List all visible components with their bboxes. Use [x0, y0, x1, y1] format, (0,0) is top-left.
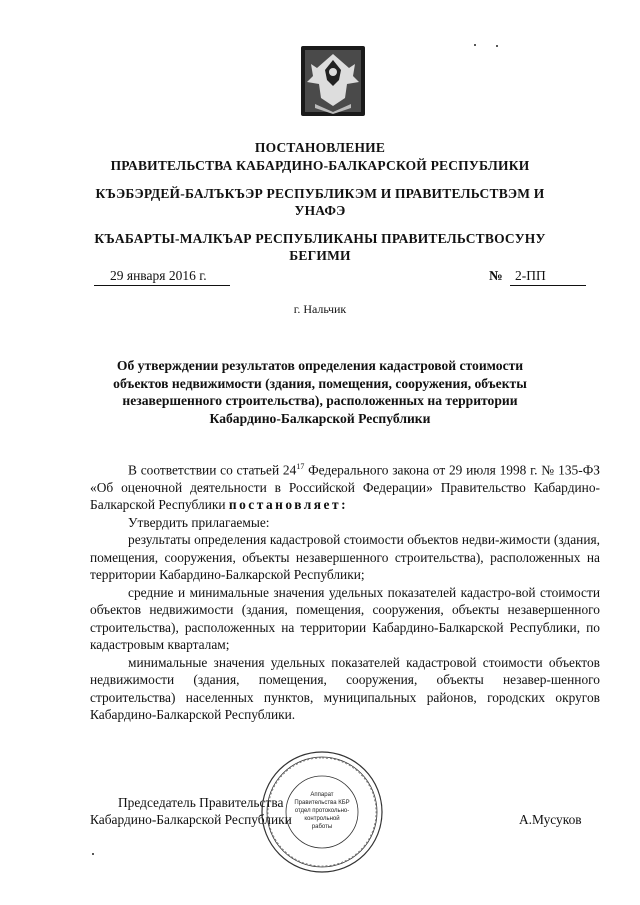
item-1: результаты определения кадастровой стоимости объектов недви-жимости (здания, помещения, сооружения, объекты незавершенного строительства), расположенных на территории Кабардино-Балкарской Республики; [90, 532, 600, 583]
scan-mark [92, 853, 94, 855]
title-line: объектов недвижимости (здания, помещения, сооружения, объекты [113, 375, 527, 391]
government-heading-ru: ПРАВИТЕЛЬСТВА КАБАРДИНО-БАЛКАРСКОЙ РЕСПУБЛИКИ [110, 158, 530, 173]
intro-paragraph [90, 458, 600, 514]
signatory-name: А.Мусуков [519, 812, 582, 827]
government-heading-kabardian: КЪЭБЭРДЕЙ-БАЛЪКЪЭР РЕСПУБЛИКЭМ И ПРАВИТЕЛЬСТВЭМ И [95, 186, 545, 201]
stamp-text: работы [311, 824, 333, 830]
number-label: № [489, 268, 503, 283]
scan-mark [474, 44, 476, 46]
city: г. Нальчик [293, 302, 347, 316]
intro-text: В соответствии со статьей 24 [128, 462, 297, 478]
decree-number: 2-ПП [515, 268, 546, 283]
title-line: Кабардино-Балкарской Республики [209, 410, 431, 426]
signatory-position-2: Кабардино-Балкарской Республики [90, 812, 292, 827]
stamp-text: контрольной [304, 816, 340, 822]
government-heading-balkar: КЪАБАРТЫ-МАЛКЪАР РЕСПУБЛИКАНЫ ПРАВИТЕЛЬСТВОСУНУ [94, 231, 546, 246]
scan-mark [496, 45, 498, 47]
decree-date: 29 января 2016 г. [110, 268, 207, 283]
title-line: незавершенного строительства), расположенных на территории [122, 393, 518, 408]
intro-text-cont: Федерального закона от 29 июля 1998 г. № 135-ФЗ «Об оценочной деятельности в Российской Федерации» Правительство Кабардино-Балкарской Республики [90, 462, 600, 513]
date-underline [94, 285, 230, 286]
item-2: средние и минимальные значения удельных показателей кадастро-вой стоимости объектов недвижимости (здания, помещения, сооружения, объекты незавершенного строительства), расположенных на территории Кабардино-Балкарской Республики, по кадастровым кварталам; [90, 584, 600, 653]
article-superscript: 17 [296, 462, 305, 471]
decree-heading: ПОСТАНОВЛЕНИЕ [254, 140, 386, 155]
title-line: Об утверждении результатов определения кадастровой стоимости [116, 358, 524, 373]
stamp-text: Аппарат [310, 792, 334, 798]
government-heading-kabardian-2: УНАФЭ [294, 203, 346, 218]
decree-body [90, 458, 600, 724]
item-3: минимальные значения удельных показателей кадастровой стоимости объектов недвижимости (здания, помещения, сооружения, объекты незавер-шенного строительства) населенных пунктов, муниципальных районов, городских округов Кабардино-Балкарской Республики. [90, 654, 600, 723]
stamp-text: отдел протокольно- [294, 808, 350, 814]
decree-title [0, 357, 640, 427]
resolves-word: постановляет: [228, 497, 349, 513]
signatory-position: Председатель Правительства [118, 795, 284, 810]
stamp-text: Правительства КБР [294, 800, 350, 806]
number-underline [510, 285, 586, 286]
government-heading-balkar-2: БЕГИМИ [289, 248, 351, 263]
coat-of-arms-emblem [297, 42, 369, 120]
approve-paragraph: Утвердить прилагаемые: [128, 514, 270, 530]
